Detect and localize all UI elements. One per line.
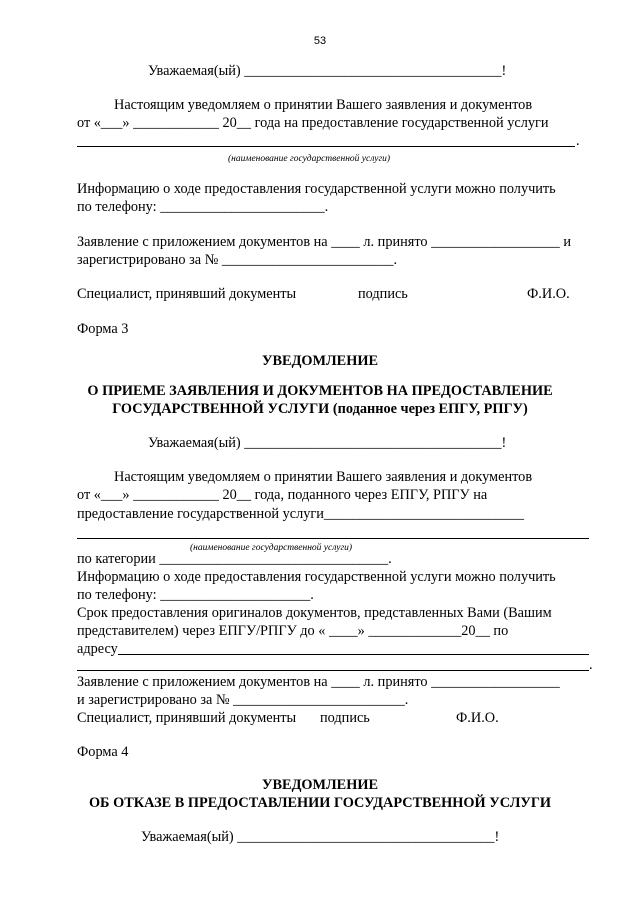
signature-fio: Ф.И.О. — [456, 710, 499, 726]
address-label: адресу — [77, 641, 118, 657]
body-line: Настоящим уведомляем о принятии Вашего заявления и документов — [114, 469, 533, 485]
body-line: предоставление государственной услуги____________________________ — [77, 506, 525, 522]
form-subtitle: ГОСУДАРСТВЕННОЙ УСЛУГИ (поданное через ЕПГУ, РПГУ) — [112, 401, 528, 417]
field-caption: (наименование государственной услуги) — [228, 154, 391, 164]
service-name-field — [77, 146, 575, 147]
body-line: . — [589, 657, 593, 673]
greeting-line: Уважаемая(ый) ____________________________________! — [148, 63, 507, 79]
body-line: по телефону: _______________________. — [77, 199, 329, 215]
signature-label: подпись — [320, 710, 370, 726]
body-line: от «___» ____________ 20__ года, поданного через ЕПГУ, РПГУ на — [77, 487, 488, 503]
signature-specialist: Специалист, принявший документы — [77, 710, 297, 726]
category-line: по категории ________________________________. — [77, 551, 392, 567]
form-label: Форма 4 — [77, 744, 129, 760]
greeting-line: Уважаемая(ый) ____________________________________! — [148, 435, 507, 451]
signature-fio: Ф.И.О. — [527, 286, 570, 302]
body-line: и зарегистрировано за № ________________________. — [77, 692, 409, 708]
body-line: Заявление с приложением документов на ____ л. принято __________________ — [77, 674, 560, 690]
signature-specialist: Специалист, принявший документы — [77, 286, 297, 302]
body-line: Информацию о ходе предоставления государственной услуги можно получить — [77, 569, 556, 585]
signature-label: подпись — [358, 286, 408, 302]
body-line: зарегистрировано за № ________________________. — [77, 252, 398, 268]
body-line: Срок предоставления оригиналов документов, представленных Вами (Вашим — [77, 605, 552, 621]
page-number: 53 — [313, 35, 327, 47]
body-line: по телефону: _____________________. — [77, 587, 314, 603]
field-caption: (наименование государственной услуги) — [190, 543, 353, 553]
address-field — [118, 654, 589, 655]
form-subtitle: О ПРИЕМЕ ЗАЯВЛЕНИЯ И ДОКУМЕНТОВ НА ПРЕДОСТАВЛЕНИЕ — [87, 383, 553, 399]
body-line: Настоящим уведомляем о принятии Вашего заявления и документов — [114, 97, 533, 113]
greeting-line: Уважаемая(ый) ____________________________________! — [141, 829, 500, 845]
body-line: Информацию о ходе предоставления государственной услуги можно получить — [77, 181, 556, 197]
body-line: представителем) через ЕПГУ/РПГУ до « ____» _____________20__ по — [77, 623, 509, 639]
body-line: Заявление с приложением документов на ____ л. принято __________________ и — [77, 234, 572, 250]
body-line: от «___» ____________ 20__ года на предоставление государственной услуги — [77, 115, 549, 131]
form-title: УВЕДОМЛЕНИЕ — [262, 777, 378, 793]
form-subtitle: ОБ ОТКАЗЕ В ПРЕДОСТАВЛЕНИИ ГОСУДАРСТВЕННОЙ УСЛУГИ — [88, 795, 552, 811]
body-line: . — [576, 133, 580, 149]
form-title: УВЕДОМЛЕНИЕ — [262, 353, 378, 369]
form-label: Форма 3 — [77, 321, 129, 337]
address-field — [77, 670, 589, 671]
